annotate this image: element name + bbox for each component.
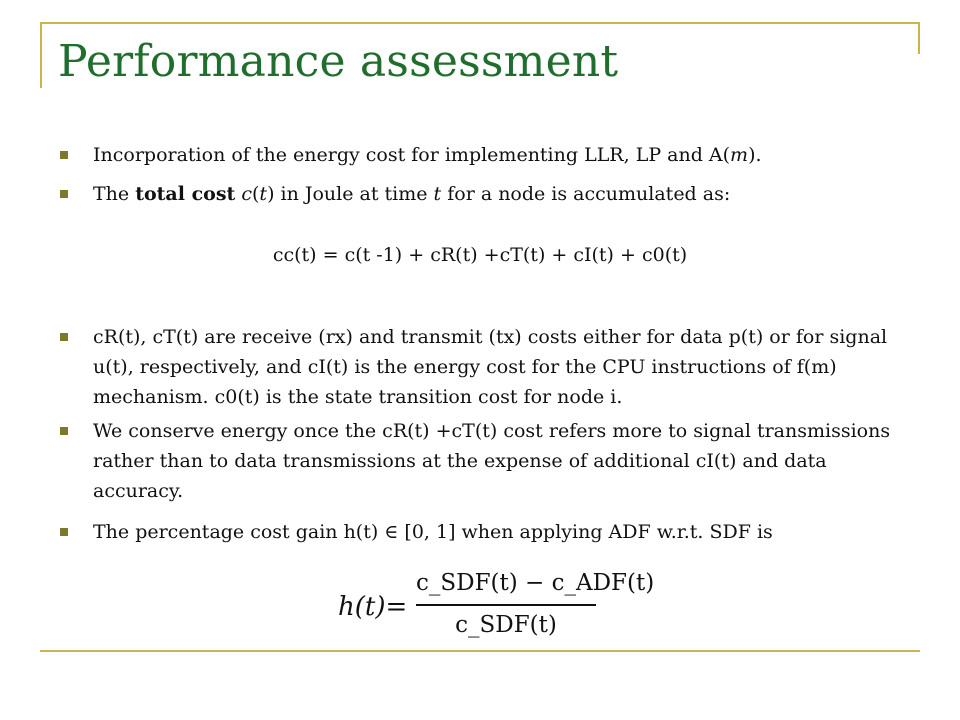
bullet-text-5: The percentage cost gain h(t) ∈ [0, 1] when applying ADF w.r.t. SDF is	[93, 521, 773, 543]
bullet-item-3	[60, 322, 900, 412]
bottom-rule	[40, 650, 920, 652]
bullet-text-4: We conserve energy once the cR(t) +cT(t) cost refers more to signal transmissions rather than to data transmissions at the expense of additional cI(t) and data accuracy.	[93, 420, 891, 502]
bullet-item-1	[60, 140, 900, 170]
slide-title: Performance assessment	[58, 36, 619, 87]
left-rule	[40, 22, 42, 88]
bullet-item-5	[60, 517, 900, 547]
square-bullet-icon	[60, 333, 68, 341]
bullet-text-3: cR(t), cT(t) are receive (rx) and transmit (tx) costs either for data p(t) or for signal u(t), respectively, and cI(t) is the energy cost for the CPU instructions of f(m) mechanism. c0(t) is the state transition cost for node i.	[93, 326, 888, 408]
bullet-item-2	[60, 179, 900, 209]
equation-denominator: c_SDF(t)	[455, 612, 557, 638]
square-bullet-icon	[60, 528, 68, 536]
right-rule	[918, 22, 920, 54]
square-bullet-icon	[60, 427, 68, 435]
top-rule	[40, 22, 920, 24]
equation-lhs: h(t)=	[338, 592, 408, 622]
bullet-text-2: The total cost c(t) in Joule at time t for a node is accumulated as:	[93, 183, 731, 205]
cost-formula: cc(t) = c(t -1) + cR(t) +cT(t) + cI(t) + c0(t)	[272, 244, 688, 266]
square-bullet-icon	[60, 151, 68, 159]
equation-numerator: c_SDF(t) − c_ADF(t)	[416, 570, 655, 596]
fraction-bar	[416, 604, 596, 606]
square-bullet-icon	[60, 190, 68, 198]
bullet-item-4	[60, 416, 900, 506]
bullet-text-1: Incorporation of the energy cost for implementing LLR, LP and A(m).	[93, 144, 762, 166]
